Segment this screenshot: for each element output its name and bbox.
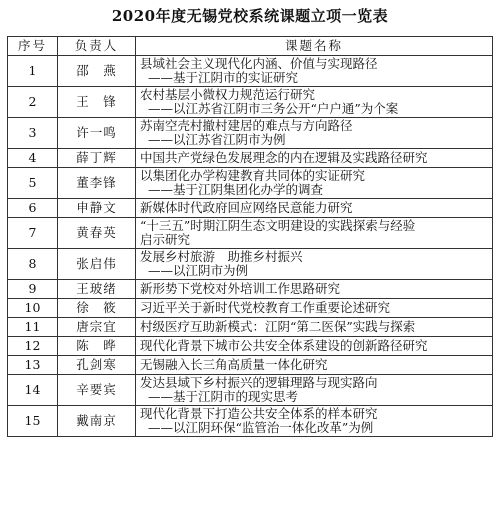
person-in-charge-cell: 孔剑寒 xyxy=(58,356,136,375)
table-row xyxy=(8,56,493,87)
project-title-line: 新媒体时代政府回应网络民意能力研究 xyxy=(140,200,353,215)
project-title-line: 新形势下党校对外培训工作思路研究 xyxy=(140,281,341,296)
person-in-charge-cell: 戴南京 xyxy=(58,406,136,437)
project-list-table xyxy=(7,36,493,437)
person-in-charge-cell: 邵 燕 xyxy=(58,56,136,87)
project-title-line: 现代化背景下打造公共安全体系的样本研究 xyxy=(140,406,378,421)
table-row xyxy=(8,87,493,118)
table-row xyxy=(8,318,493,337)
serial-number-cell: 9 xyxy=(8,280,58,299)
project-subtitle-line: ——以江阴环保“监管治一体化改革”为例 xyxy=(148,420,374,435)
person-in-charge-cell: 董李锋 xyxy=(58,168,136,199)
project-title-line: “十三五”时期江阴生态文明建设的实践探索与经验 xyxy=(140,218,416,233)
serial-number-cell: 13 xyxy=(8,356,58,375)
table-row xyxy=(8,280,493,299)
header-person-in-charge: 负责人 xyxy=(58,37,136,56)
project-subtitle-line: ——基于江阴市的现实思考 xyxy=(148,389,299,404)
project-title-line: 无锡融入长三角高质量一体化研究 xyxy=(140,357,328,372)
person-in-charge-cell: 徐 筱 xyxy=(58,299,136,318)
project-title-cell xyxy=(136,406,493,437)
serial-number-cell: 3 xyxy=(8,118,58,149)
table-row xyxy=(8,249,493,280)
serial-number-cell: 14 xyxy=(8,375,58,406)
serial-number-cell: 6 xyxy=(8,199,58,218)
project-title-cell xyxy=(136,375,493,406)
person-in-charge-cell: 王 锋 xyxy=(58,87,136,118)
project-title-line: 村级医疗互助新模式：江阴“第二医保”实践与探索 xyxy=(140,319,416,334)
person-in-charge-cell: 黄春英 xyxy=(58,218,136,249)
person-in-charge-cell: 辛要宾 xyxy=(58,375,136,406)
project-title-cell xyxy=(136,249,493,280)
header-serial-number: 序号 xyxy=(8,37,58,56)
table-row xyxy=(8,218,493,249)
project-title-line: 发展乡村旅游 助推乡村振兴 xyxy=(140,249,303,264)
project-subtitle-line: ——基于江阴集团化办学的调查 xyxy=(148,182,324,197)
project-title-cell xyxy=(136,218,493,249)
table-row xyxy=(8,406,493,437)
table-row xyxy=(8,199,493,218)
serial-number-cell: 15 xyxy=(8,406,58,437)
serial-number-cell: 2 xyxy=(8,87,58,118)
table-row xyxy=(8,299,493,318)
person-in-charge-cell: 申静文 xyxy=(58,199,136,218)
project-subtitle-line: ——以江苏省江阴市为例 xyxy=(148,132,286,147)
table-row xyxy=(8,337,493,356)
project-title-cell xyxy=(136,199,493,218)
serial-number-cell: 1 xyxy=(8,56,58,87)
serial-number-cell: 11 xyxy=(8,318,58,337)
project-title-cell xyxy=(136,299,493,318)
table-row xyxy=(8,168,493,199)
table-row xyxy=(8,149,493,168)
project-subtitle-line: ——基于江阴市的实证研究 xyxy=(148,70,299,85)
person-in-charge-cell: 陈 晔 xyxy=(58,337,136,356)
table-row xyxy=(8,118,493,149)
project-title-line: 苏南空壳村撤村建居的难点与方向路径 xyxy=(140,118,353,133)
project-title-line: 县域社会主义现代化内涵、价值与实现路径 xyxy=(140,56,378,71)
project-subtitle-line: ——以江苏省江阴市三务公开“户户通”为个案 xyxy=(148,101,399,116)
project-title-cell xyxy=(136,168,493,199)
table-row xyxy=(8,375,493,406)
project-title-cell xyxy=(136,337,493,356)
table-row xyxy=(8,356,493,375)
project-title-cell xyxy=(136,118,493,149)
table-body xyxy=(8,56,493,437)
project-title-cell xyxy=(136,280,493,299)
project-title-line: 现代化背景下城市公共安全体系建设的创新路径研究 xyxy=(140,338,428,353)
project-title-line: 以集团化办学构建教育共同体的实证研究 xyxy=(140,168,366,183)
project-title-line: 发达县域下乡村振兴的逻辑理路与现实路向 xyxy=(140,375,378,390)
serial-number-cell: 10 xyxy=(8,299,58,318)
person-in-charge-cell: 唐宗宜 xyxy=(58,318,136,337)
project-title-cell xyxy=(136,149,493,168)
project-subtitle-line: ——以江阴市为例 xyxy=(148,263,249,278)
person-in-charge-cell: 王玻绪 xyxy=(58,280,136,299)
serial-number-cell: 4 xyxy=(8,149,58,168)
project-title-cell xyxy=(136,318,493,337)
header-project-title: 课题名称 xyxy=(136,37,493,56)
project-title-cell xyxy=(136,356,493,375)
serial-number-cell: 8 xyxy=(8,249,58,280)
project-title-line: 中国共产党绿色发展理念的内在逻辑及实践路径研究 xyxy=(140,150,428,165)
serial-number-cell: 7 xyxy=(8,218,58,249)
person-in-charge-cell: 许一鸣 xyxy=(58,118,136,149)
project-title-cell xyxy=(136,87,493,118)
serial-number-cell: 5 xyxy=(8,168,58,199)
project-title-line: 农村基层小微权力规范运行研究 xyxy=(140,87,316,102)
document-title: 2020年度无锡党校系统课题立项一览表 xyxy=(111,7,389,25)
project-title-line: 启示研究 xyxy=(140,232,191,247)
table-header-row xyxy=(8,37,493,56)
serial-number-cell: 12 xyxy=(8,337,58,356)
person-in-charge-cell: 张启伟 xyxy=(58,249,136,280)
person-in-charge-cell: 薛丁辉 xyxy=(58,149,136,168)
project-title-line: 习近平关于新时代党校教育工作重要论述研究 xyxy=(140,300,391,315)
project-title-cell xyxy=(136,56,493,87)
